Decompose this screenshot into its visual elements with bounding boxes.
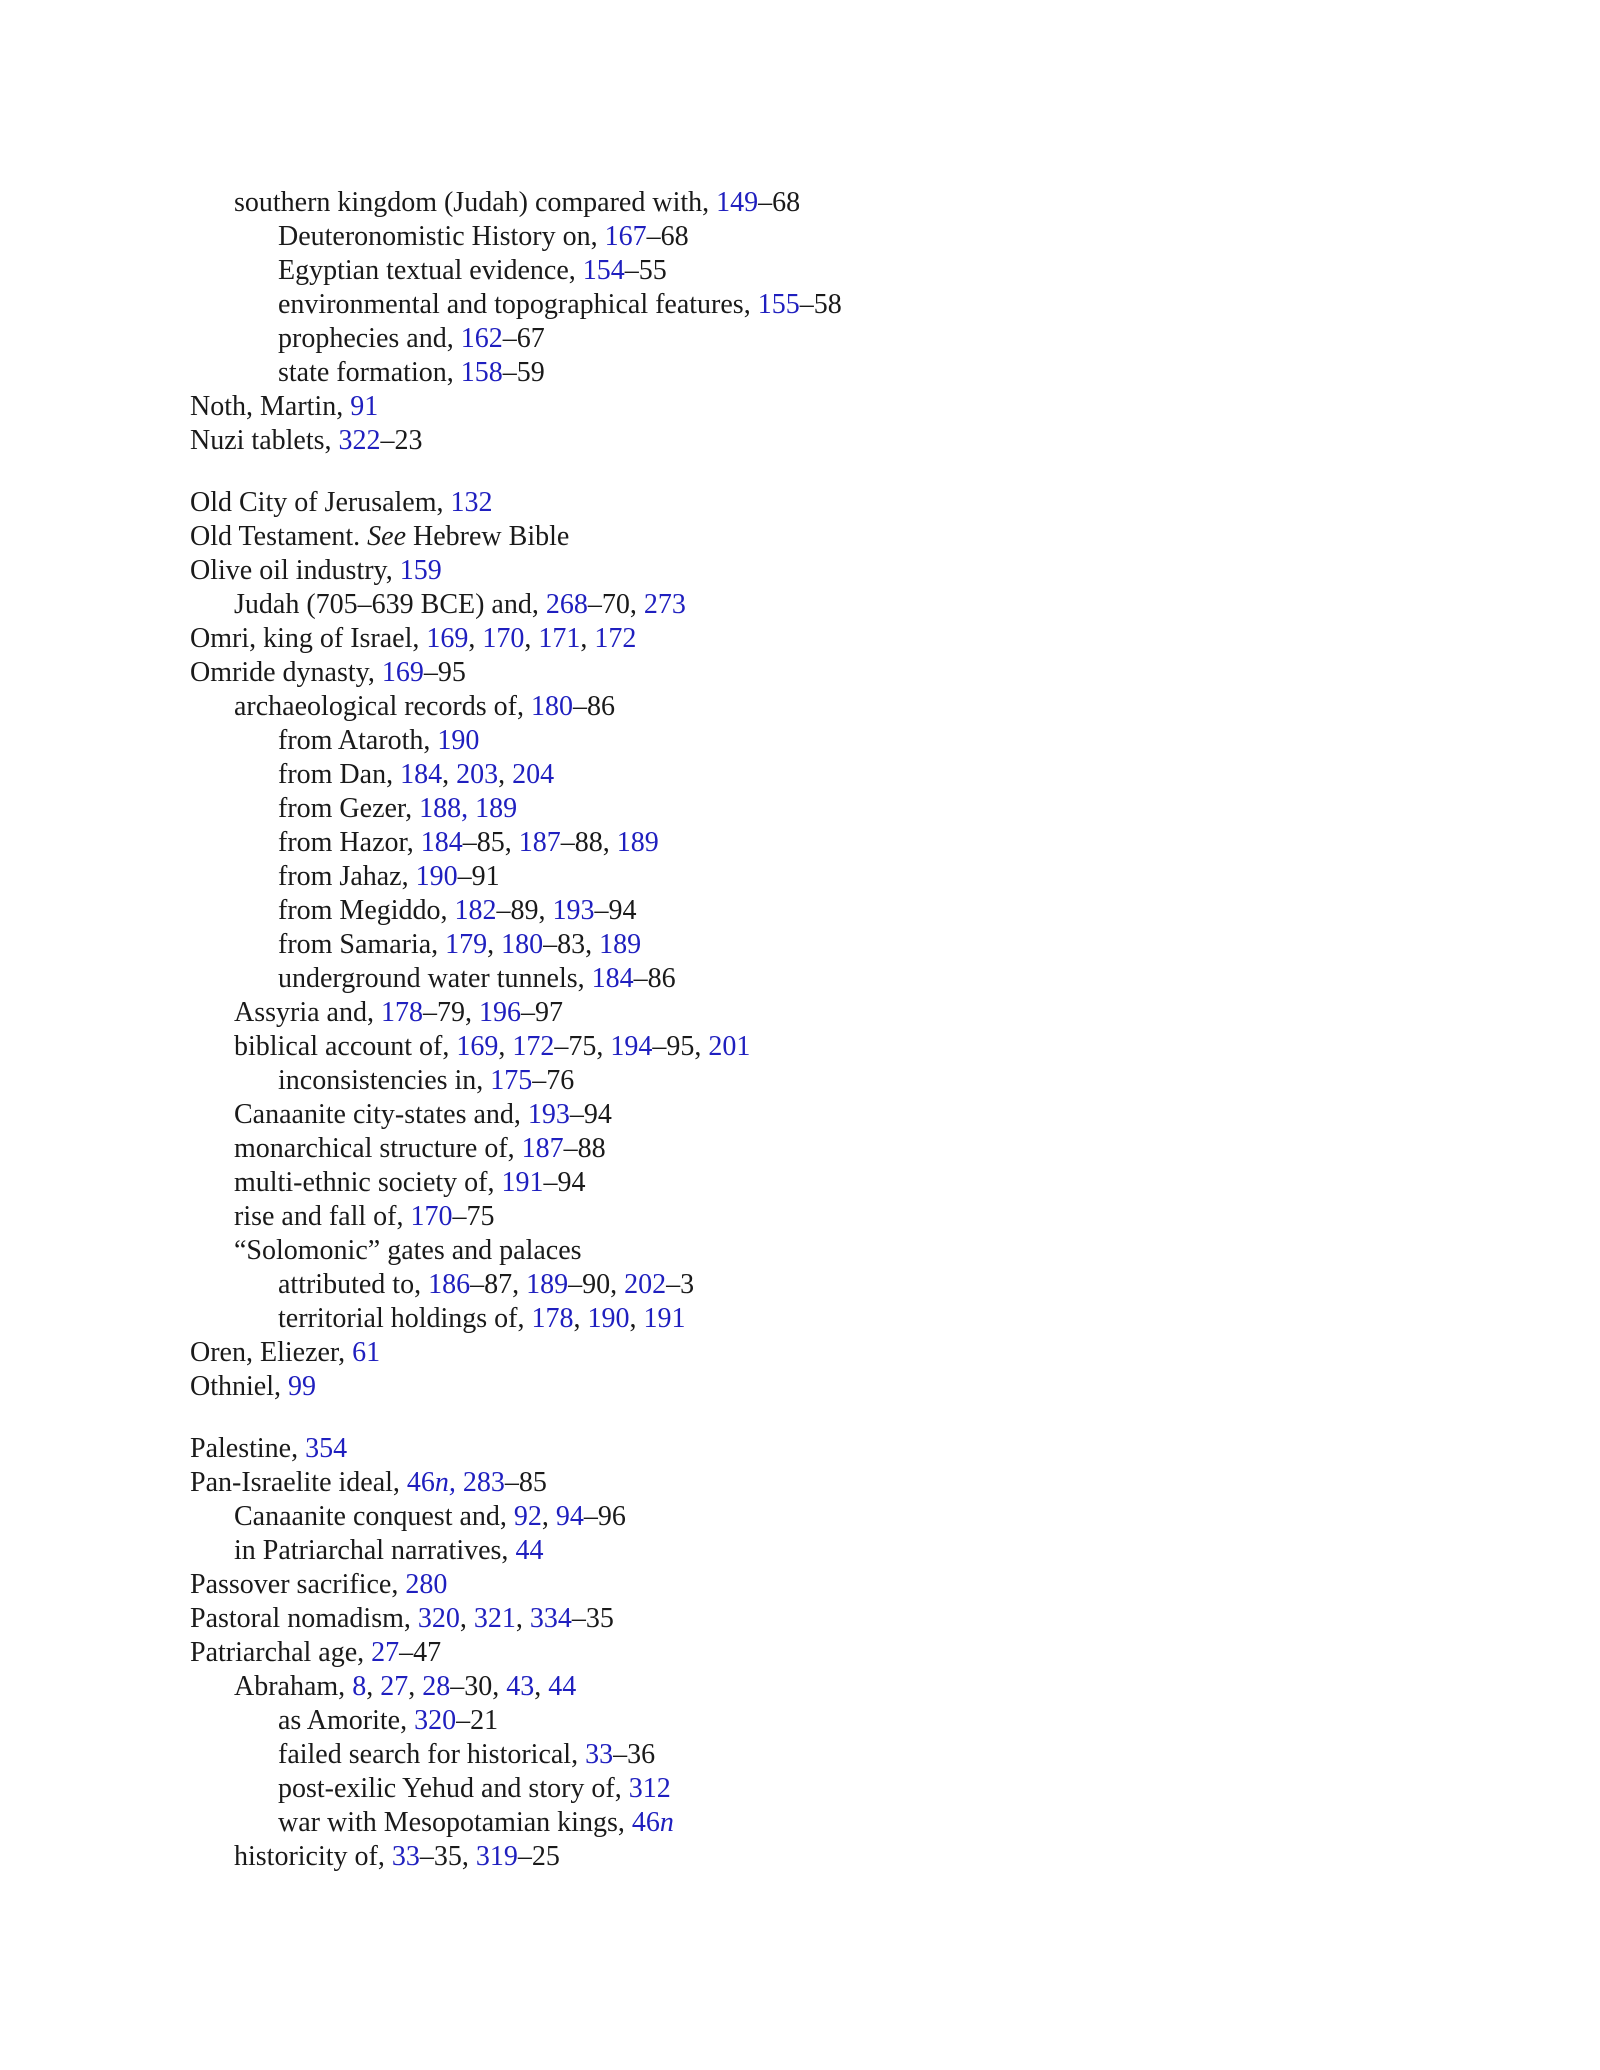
page-reference-link[interactable]: 190 [415,861,458,892]
entry-text: –70, [587,589,644,620]
entry-text: , [629,1303,644,1334]
entry-text: rise and fall of, [234,1201,411,1232]
entry-text: from Samaria, [278,929,446,960]
entry-text: , [408,1671,423,1702]
page-reference-link[interactable]: 132 [450,487,493,518]
entry-text: Assyria and, [234,997,381,1028]
index-subentry [190,826,1390,860]
page-reference-link[interactable]: 178 [531,1303,574,1334]
entry-text: war with Mesopotamian kings, [278,1807,632,1838]
page-reference-link[interactable]: 187 [521,1133,564,1164]
entry-text: underground water tunnels, [278,963,592,994]
entry-text: –25 [517,1841,560,1872]
entry-text: Pastoral nomadism, [190,1603,418,1634]
index-subentry [190,1738,1390,1772]
section-gap [190,458,1390,486]
index-page [190,186,1390,1874]
index-subentry [190,1200,1390,1234]
entry-text: monarchical structure of, [234,1133,522,1164]
page-reference-link[interactable]: 184 [420,827,463,858]
entry-text: Judah (705–639 BCE) and, [234,589,546,620]
page-reference-link[interactable]: 8 [352,1671,367,1702]
index-subentry [190,1772,1390,1806]
page-reference-link[interactable]: 172 [512,1031,555,1062]
page-reference-link[interactable]: 172 [594,623,637,654]
index-subentry [190,356,1390,390]
page-reference-link[interactable]: 191 [501,1167,544,1198]
entry-text: Deuteronomistic History on, [278,221,605,252]
page-reference-link[interactable]: 182 [454,895,497,926]
index-subentry [190,996,1390,1030]
page-reference-link[interactable]: 189 [599,929,642,960]
page-reference-link[interactable]: 320 [414,1705,457,1736]
entry-text: –97 [520,997,563,1028]
entry-text: Noth, Martin, [190,391,351,422]
page-reference-note[interactable]: n, [434,1467,456,1498]
entry-text: from Megiddo, [278,895,455,926]
page-reference-link[interactable]: 283 [462,1467,505,1498]
index-subentry [190,1704,1390,1738]
index-subentry [190,254,1390,288]
page-reference-link[interactable]: 158 [460,357,503,388]
page-reference-link[interactable]: 193 [527,1099,570,1130]
index-entry [190,1602,1390,1636]
page-reference-link[interactable]: 33 [391,1841,420,1872]
index-entry [190,1636,1390,1670]
entry-text: –21 [456,1705,499,1736]
index-subentry [190,1670,1390,1704]
index-entry [190,486,1390,520]
entry-text: biblical account of, [234,1031,457,1062]
page-reference-link[interactable]: 169 [426,623,469,654]
entry-text: –94 [594,895,637,926]
page-reference-link[interactable]: 46 [631,1807,660,1838]
entry-text: Passover sacrifice, [190,1569,406,1600]
page-reference-link[interactable]: 184 [591,963,634,994]
entry-text: –68 [758,187,801,218]
index-subentry [190,1840,1390,1874]
index-entry [190,1336,1390,1370]
entry-text: , [459,1603,474,1634]
page-reference-link[interactable]: 190 [437,725,480,756]
page-reference-link[interactable]: 273 [643,589,686,620]
index-subentry [190,1806,1390,1840]
page-reference-link[interactable]: 169 [456,1031,499,1062]
entry-text: –75 [452,1201,495,1232]
index-subentry [190,220,1390,254]
page-reference-link[interactable]: 202 [624,1269,667,1300]
page-reference-link[interactable]: 149 [716,187,759,218]
entry-text: , [498,1031,513,1062]
index-entry [190,622,1390,656]
index-subentry [190,1064,1390,1098]
entry-text: –89, [496,895,553,926]
entry-text: Othniel, [190,1371,288,1402]
entry-text: prophecies and, [278,323,461,354]
page-reference-link[interactable]: 44 [548,1671,577,1702]
entry-text: –67 [502,323,545,354]
index-subentry [190,758,1390,792]
index-subentry [190,962,1390,996]
page-reference-link[interactable]: 27 [380,1671,409,1702]
entry-text: –36 [613,1739,656,1770]
page-reference-link[interactable]: 99 [288,1371,316,1402]
page-reference-link[interactable]: 175 [490,1065,533,1096]
entry-text: –85 [504,1467,547,1498]
entry-text: as Amorite, [278,1705,415,1736]
index-subentry [190,894,1390,928]
page-reference-link[interactable]: 334 [529,1603,572,1634]
index-entry [190,424,1390,458]
entry-text: , [487,929,502,960]
entry-text: from Ataroth, [278,725,438,756]
entry-text: –23 [380,425,423,456]
entry-text: , [366,1671,381,1702]
page-reference-link[interactable]: 91 [350,391,379,422]
entry-text: attributed to, [278,1269,429,1300]
entry-text: Oren, Eliezer, [190,1337,353,1368]
index-entry [190,520,1390,554]
page-reference-link[interactable]: 190 [587,1303,630,1334]
page-reference-link[interactable]: 187 [518,827,561,858]
index-entry [190,1370,1390,1404]
entry-text: Pan-Israelite ideal, [190,1467,407,1498]
page-reference-link[interactable]: 167 [604,221,647,252]
entry-text: –90, [568,1269,625,1300]
entry-text: , [498,759,513,790]
page-reference-link[interactable]: 178 [380,997,423,1028]
entry-text: –91 [457,861,500,892]
entry-text: multi-ethnic society of, [234,1167,502,1198]
page-reference-link[interactable]: 191 [643,1303,686,1334]
page-reference-link[interactable]: 92 [513,1501,542,1532]
page-reference-link[interactable]: 46 [406,1467,435,1498]
cross-reference-see: See [367,521,407,552]
entry-text: –88, [560,827,617,858]
index-subentry [190,724,1390,758]
entry-text: –94 [569,1099,612,1130]
entry-text: , [468,623,483,654]
page-reference-link[interactable]: 44 [515,1535,544,1566]
index-entry [190,1466,1390,1500]
entry-text: –79, [422,997,479,1028]
entry-text: Nuzi tablets, [190,425,339,456]
entry-text: Canaanite conquest and, [234,1501,514,1532]
page-reference-link[interactable]: 268 [545,589,588,620]
entry-text: Omri, king of Israel, [190,623,427,654]
page-reference-link[interactable]: 322 [338,425,381,456]
page-reference-link[interactable]: 319 [475,1841,518,1872]
page-reference-link[interactable]: 184 [400,759,443,790]
entry-text: Olive oil industry, [190,555,400,586]
entry-text: state formation, [278,357,461,388]
entry-text: –95 [423,657,466,688]
page-reference-link[interactable]: 194 [610,1031,653,1062]
entry-text: –55 [624,255,667,286]
entry-text: failed search for historical, [278,1739,586,1770]
entry-text: “Solomonic” gates and palaces [234,1235,582,1266]
index-subentry [190,792,1390,826]
entry-text: territorial holdings of, [278,1303,532,1334]
index-entry [190,1432,1390,1466]
page-reference-link[interactable]: 33 [585,1739,614,1770]
entry-text: –95, [652,1031,709,1062]
page-reference-link[interactable]: 312 [628,1773,671,1804]
entry-text: , [515,1603,530,1634]
page-reference-link[interactable]: 170 [482,623,525,654]
page-reference-link[interactable]: 354 [305,1433,348,1464]
page-reference-link[interactable]: 320 [417,1603,460,1634]
entry-text: inconsistencies in, [278,1065,491,1096]
entry-text: –59 [502,357,545,388]
entry-text: Egyptian textual evidence, [278,255,583,286]
page-reference-note[interactable]: n [659,1807,674,1838]
page-reference-link[interactable]: 94 [555,1501,584,1532]
entry-text: –76 [532,1065,575,1096]
page-reference-link[interactable]: 27 [371,1637,400,1668]
page-reference-link[interactable]: 321 [473,1603,516,1634]
index-entry [190,1568,1390,1602]
page-reference-link[interactable]: 43 [506,1671,535,1702]
entry-text: –58 [799,289,842,320]
page-reference-link[interactable]: 196 [478,997,521,1028]
entry-text: from Gezer, [278,793,420,824]
index-entry [190,554,1390,588]
entry-text: –86 [572,691,615,722]
page-reference-link[interactable]: 179 [445,929,488,960]
section-gap [190,1404,1390,1432]
entry-text: –68 [646,221,689,252]
entry-text: from Jahaz, [278,861,416,892]
entry-text [456,1467,463,1498]
index-subentry [190,860,1390,894]
page-reference-link[interactable]: 28 [422,1671,451,1702]
page-reference-link[interactable] [435,1467,456,1498]
index-subentry [190,186,1390,220]
page-reference-link[interactable]: 189 [526,1269,569,1300]
index-subentry [190,588,1390,622]
entry-text: –94 [543,1167,586,1198]
entry-text: Hebrew Bible [406,521,570,552]
entry-text: , [573,1303,588,1334]
index-subentry [190,690,1390,724]
entry-text: from Hazor, [278,827,421,858]
entry-text: –85, [462,827,519,858]
page-reference-link[interactable]: 204 [512,759,555,790]
entry-text: , [580,623,595,654]
page-reference-link[interactable]: 155 [757,289,800,320]
index-entry [190,656,1390,690]
page-reference-link[interactable]: 61 [352,1337,381,1368]
entry-text: archaeological records of, [234,691,531,722]
entry-text: –30, [450,1671,507,1702]
page-reference-link[interactable]: 169 [381,657,424,688]
index-subentry [190,1132,1390,1166]
index-subentry [190,1166,1390,1200]
entry-text: –96 [583,1501,626,1532]
entry-text: –35, [419,1841,476,1872]
entry-text: southern kingdom (Judah) compared with, [234,187,717,218]
entry-text: –47 [399,1637,442,1668]
entry-text: –3 [666,1269,695,1300]
index-subentry [190,1534,1390,1568]
page-reference-link[interactable]: 180 [501,929,544,960]
page-reference-link[interactable]: 188, 189 [419,793,518,824]
entry-text: Omride dynasty, [190,657,382,688]
index-subentry [190,1030,1390,1064]
entry-text: –83, [543,929,600,960]
page-reference-link[interactable]: 170 [410,1201,453,1232]
page-reference-link[interactable]: 154 [582,255,625,286]
entry-text: –75, [554,1031,611,1062]
entry-text: post-exilic Yehud and story of, [278,1773,629,1804]
entry-text: historicity of, [234,1841,392,1872]
page-reference-link[interactable]: 186 [428,1269,471,1300]
entry-text: , [442,759,457,790]
index-entry [190,390,1390,424]
entry-text: Old City of Jerusalem, [190,487,451,518]
page-reference-link[interactable]: 159 [399,555,442,586]
entry-text: Abraham, [234,1671,353,1702]
page-reference-link[interactable]: 280 [405,1569,448,1600]
page-reference-link[interactable]: 193 [552,895,595,926]
page-reference-link[interactable]: 162 [460,323,503,354]
entry-text: Palestine, [190,1433,306,1464]
entry-text: –87, [470,1269,527,1300]
page-reference-link[interactable]: 203 [456,759,499,790]
page-reference-link[interactable]: 180 [530,691,573,722]
page-reference-link[interactable]: 201 [708,1031,751,1062]
entry-text: –88 [563,1133,606,1164]
entry-text: in Patriarchal narratives, [234,1535,516,1566]
index-subentry [190,1098,1390,1132]
entry-text: –86 [633,963,676,994]
entry-text: , [534,1671,549,1702]
page-reference-link[interactable]: 171 [538,623,581,654]
index-subentry [190,1302,1390,1336]
page-reference-link[interactable]: 189 [616,827,659,858]
index-subentry [190,1500,1390,1534]
index-subentry [190,322,1390,356]
entry-text: environmental and topographical features, [278,289,758,320]
index-subentry [190,1268,1390,1302]
entry-text: from Dan, [278,759,401,790]
entry-text: , [524,623,539,654]
entry-text: , [541,1501,556,1532]
page-reference-link[interactable] [660,1807,674,1838]
index-subentry [190,288,1390,322]
entry-text: –35 [571,1603,614,1634]
index-subentry [190,928,1390,962]
entry-text: Old Testament. [190,521,368,552]
index-subentry [190,1234,1390,1268]
entry-text: Canaanite city-states and, [234,1099,528,1130]
entry-text: Patriarchal age, [190,1637,372,1668]
